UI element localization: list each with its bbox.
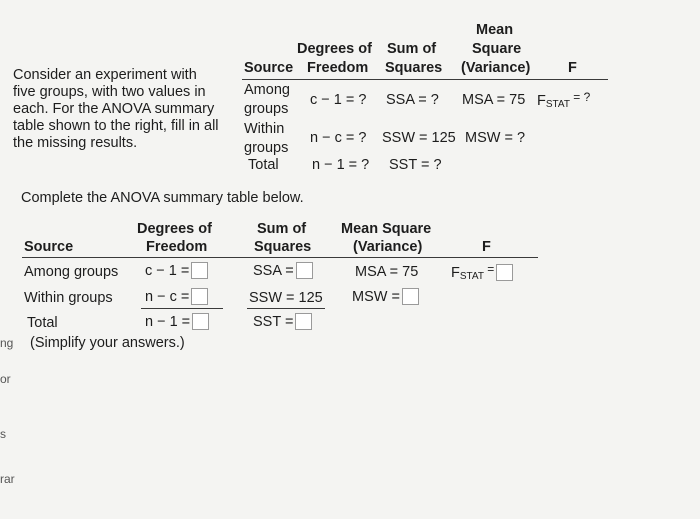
given-within-ss: SSW = 125 [382, 130, 456, 146]
answer-among-df [145, 262, 208, 279]
edge-fragment: or [0, 372, 11, 386]
problem-line: each. For the ANOVA summary [13, 101, 215, 117]
problem-line: Consider an experiment with [13, 67, 197, 83]
f-subscript: STAT [545, 99, 570, 110]
f-value: = ? [569, 90, 591, 104]
given-within-label: Within [244, 121, 285, 137]
given-header-source: Source [244, 60, 294, 76]
answer-within-ss: SSW = 125 [249, 290, 323, 306]
edge-fragment: s [0, 427, 6, 441]
answer-header-f: F [482, 239, 491, 255]
total-df-input[interactable] [192, 313, 209, 330]
given-among-label: Among [244, 82, 290, 98]
given-among-f [537, 90, 590, 110]
problem-line: five groups, with two values in [13, 84, 206, 100]
given-among-ms: MSA = 75 [462, 92, 526, 108]
answer-among-label: Among groups [24, 264, 119, 280]
given-within-ms: MSW = ? [465, 130, 526, 146]
answer-among-f [451, 262, 513, 282]
edge-fragment: rar [0, 472, 15, 486]
answer-header-df-bottom: Freedom [146, 239, 208, 255]
given-among-ss: SSA = ? [386, 92, 439, 108]
among-df-input[interactable] [191, 262, 208, 279]
answer-within-df [145, 288, 208, 305]
total-ss-input[interactable] [295, 313, 312, 330]
answer-total-df [145, 313, 209, 330]
problem-line: table shown to the right, fill in all [13, 118, 219, 134]
answer-within-ms [352, 288, 419, 305]
answer-total-label: Total [27, 315, 58, 331]
answer-header-rule [22, 257, 538, 258]
given-header-df-bottom: Freedom [307, 60, 369, 76]
answer-among-ms: MSA = 75 [355, 264, 419, 280]
within-df-label: n − c = [145, 289, 190, 305]
problem-statement [13, 67, 219, 152]
answer-header-ss-top: Sum of [257, 221, 307, 237]
given-header-ms-bottom: (Variance) [461, 60, 531, 76]
answer-within-label: Within groups [24, 290, 113, 306]
instruction-text: Complete the ANOVA summary table below. [21, 190, 304, 206]
answer-header-source: Source [24, 239, 74, 255]
answer-header-ms-bottom: (Variance) [353, 239, 423, 255]
problem-line: the missing results. [13, 135, 138, 151]
given-header-f: F [568, 60, 577, 76]
given-header-ms-mid: Square [472, 41, 522, 57]
given-among-label: groups [244, 101, 289, 117]
answer-header-df-top: Degrees of [137, 221, 212, 237]
among-ss-label: SSA = [253, 263, 294, 279]
total-ss-label: SST = [253, 314, 294, 330]
given-header-df-top: Degrees of [297, 41, 372, 57]
total-df-label: n − 1 = [145, 314, 191, 330]
f-symbol: F [451, 265, 460, 281]
simplify-note: (Simplify your answers.) [30, 335, 185, 351]
among-ss-input[interactable] [296, 262, 313, 279]
within-ms-input[interactable] [402, 288, 419, 305]
answer-header-ms-top: Mean Square [341, 221, 432, 237]
answer-total-ss [253, 313, 312, 330]
f-subscript: STAT [459, 271, 484, 282]
given-total-df: n − 1 = ? [312, 157, 370, 173]
within-ms-label: MSW = [352, 289, 400, 305]
answer-among-ss [253, 262, 313, 279]
given-total-label: Total [248, 157, 279, 173]
given-among-df: c − 1 = ? [310, 92, 367, 108]
given-total-ss: SST = ? [389, 157, 442, 173]
answer-total-rule-ss [247, 308, 325, 309]
f-equals: = [483, 262, 495, 276]
among-df-label: c − 1 = [145, 263, 190, 279]
answer-header-ss-bottom: Squares [254, 239, 312, 255]
given-header-ss-bottom: Squares [385, 60, 443, 76]
given-within-label: groups [244, 140, 289, 156]
given-header-ms-top: Mean [476, 22, 514, 38]
within-df-input[interactable] [191, 288, 208, 305]
given-header-rule [242, 79, 608, 80]
answer-total-rule-df [141, 308, 223, 309]
edge-fragment: ng [0, 336, 14, 350]
given-within-df: n − c = ? [310, 130, 367, 146]
f-stat-input[interactable] [496, 264, 513, 281]
f-symbol: F [537, 93, 546, 109]
given-header-ss-top: Sum of [387, 41, 437, 57]
